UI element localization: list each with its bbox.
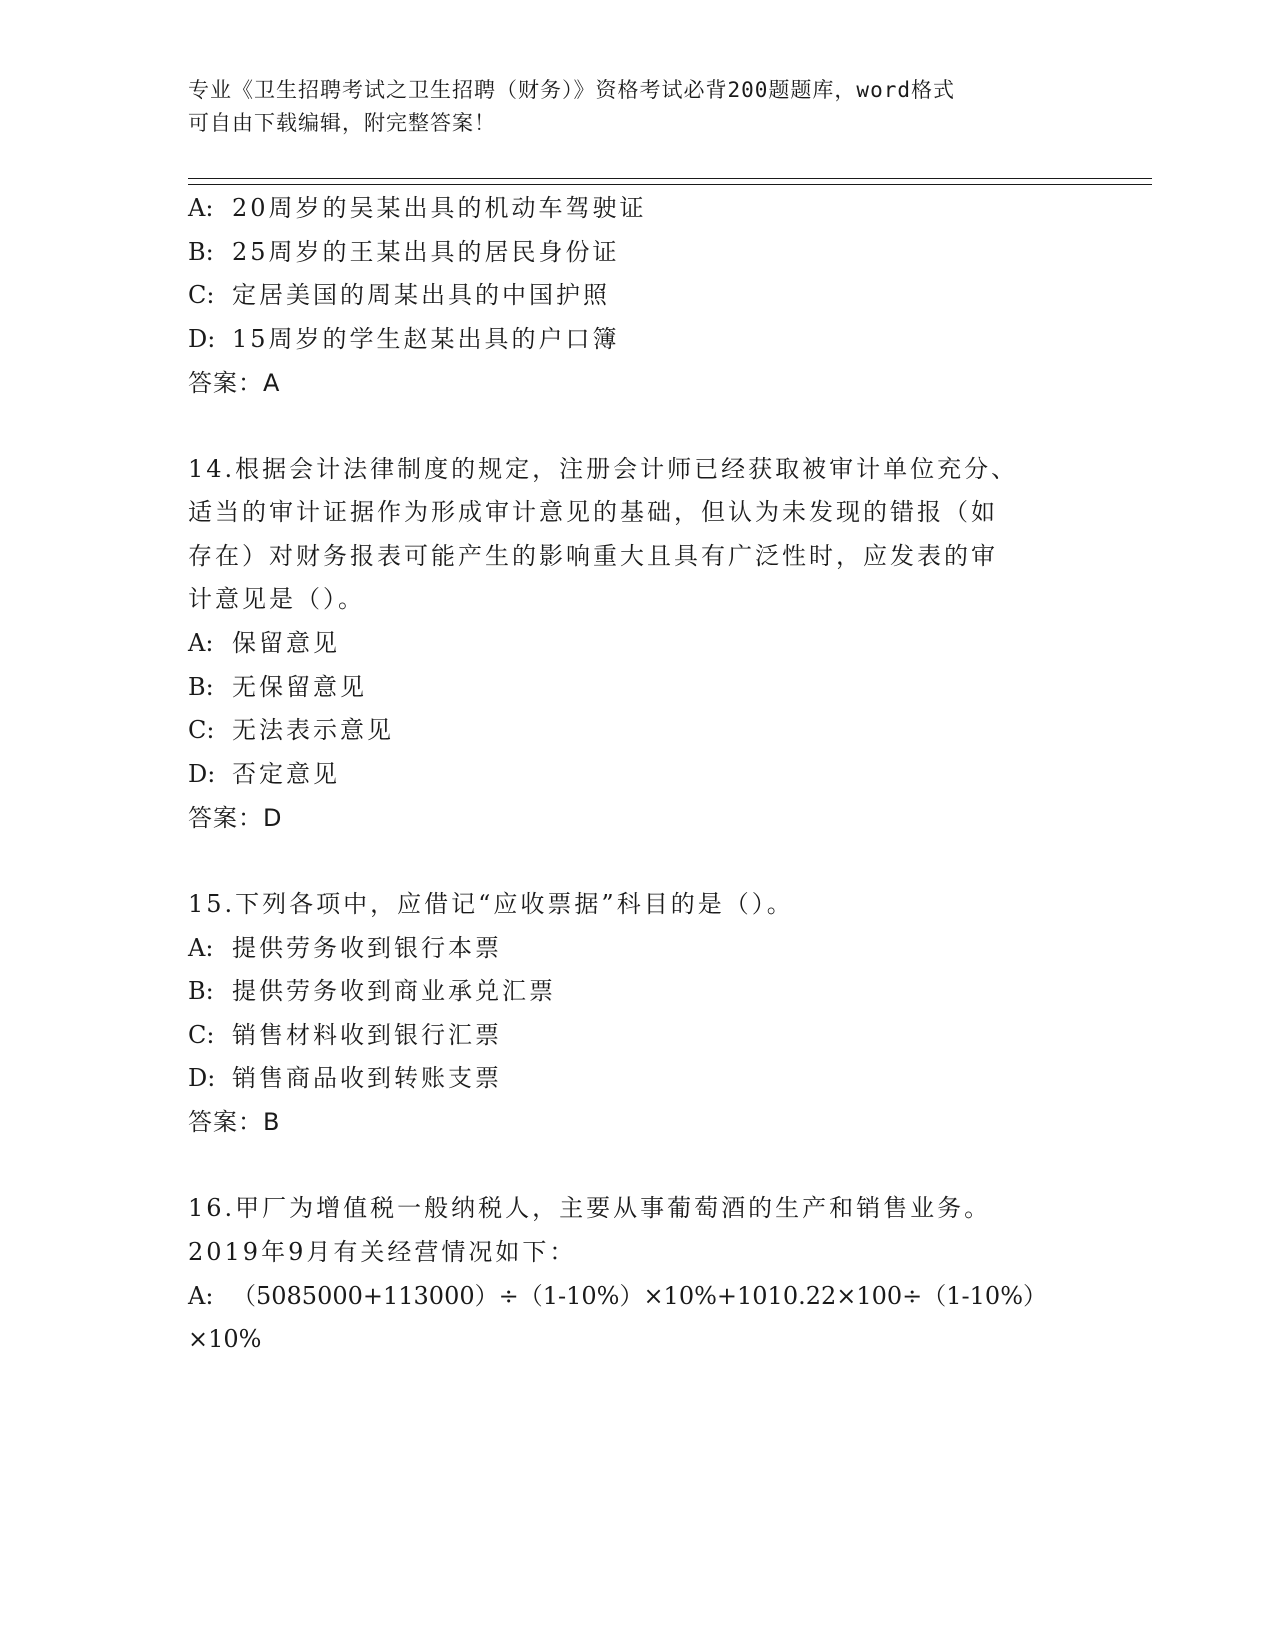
header-line-1: 专业《卫生招聘考试之卫生招聘（财务）》资格考试必背200题题库，word格式 bbox=[188, 78, 955, 102]
header-line-2: 可自由下载编辑，附完整答案！ bbox=[188, 111, 496, 135]
q14-stem-line-4: 计意见是（）。 bbox=[188, 585, 365, 613]
q16-option-a: A: （5085000+113000）÷（1-10%）×10%+1010.22×100÷（1-10%） bbox=[188, 1282, 1048, 1310]
q15-option-b: B: 提供劳务收到商业承兑汇票 bbox=[188, 977, 556, 1005]
q13-option-c: C: 定居美国的周某出具的中国护照 bbox=[188, 281, 610, 309]
header-divider-top bbox=[188, 178, 1152, 179]
q14-option-d: D: 否定意见 bbox=[188, 760, 340, 788]
q13-option-a: A: 20周岁的吴某出具的机动车驾驶证 bbox=[188, 194, 647, 222]
document-header bbox=[188, 74, 1068, 140]
q14-answer: 答案：D bbox=[188, 804, 283, 832]
q16-stem-line-2: 2019年9月有关经营情况如下： bbox=[188, 1238, 577, 1266]
q16-option-a-continuation: ×10% bbox=[188, 1325, 262, 1353]
q13-option-b: B: 25周岁的王某出具的居民身份证 bbox=[188, 238, 620, 266]
q14-stem-line-3: 存在）对财务报表可能产生的影响重大且具有广泛性时，应发表的审 bbox=[188, 542, 998, 570]
q15-option-c: C: 销售材料收到银行汇票 bbox=[188, 1021, 502, 1049]
q15-option-a: A: 提供劳务收到银行本票 bbox=[188, 934, 502, 962]
q13-option-d: D: 15周岁的学生赵某出具的户口簿 bbox=[188, 325, 620, 353]
q14-option-b: B: 无保留意见 bbox=[188, 673, 367, 701]
q14-stem-line-2: 适当的审计证据作为形成审计意见的基础，但认为未发现的错报（如 bbox=[188, 498, 998, 526]
q13-answer: 答案：A bbox=[188, 369, 281, 397]
header-divider-bottom bbox=[188, 184, 1152, 185]
q16-stem-line-1: 16.甲厂为增值税一般纳税人，主要从事葡萄酒的生产和销售业务。 bbox=[188, 1194, 992, 1222]
q14-stem-line-1: 14.根据会计法律制度的规定，注册会计师已经获取被审计单位充分、 bbox=[188, 455, 1019, 483]
q15-option-d: D: 销售商品收到转账支票 bbox=[188, 1064, 502, 1092]
q15-answer: 答案：B bbox=[188, 1108, 281, 1136]
q14-option-a: A: 保留意见 bbox=[188, 629, 340, 657]
q14-option-c: C: 无法表示意见 bbox=[188, 716, 394, 744]
q15-stem: 15.下列各项中，应借记“应收票据”科目的是（）。 bbox=[188, 890, 794, 918]
